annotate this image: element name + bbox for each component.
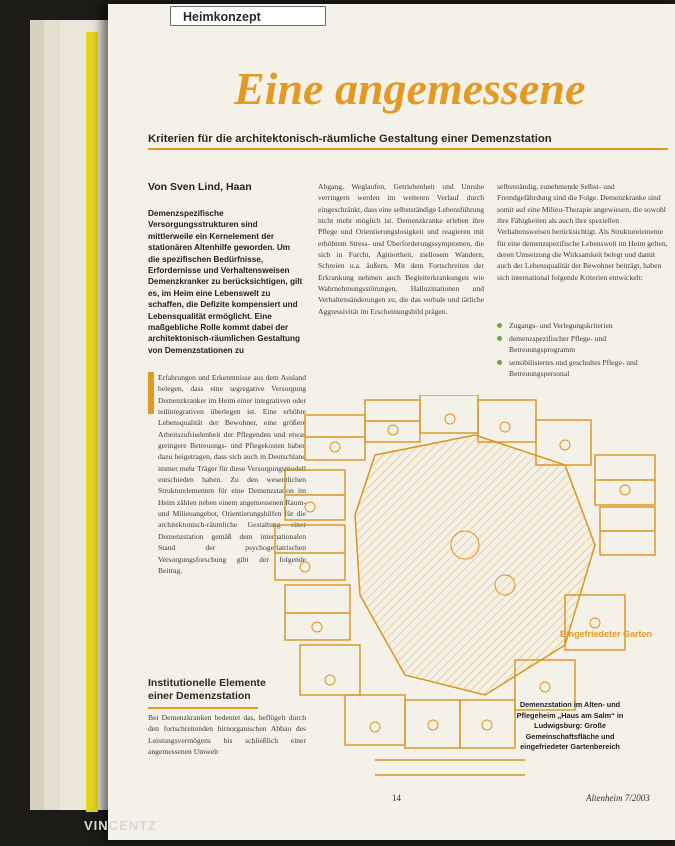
- subheadline-underline: [148, 148, 668, 150]
- body-column-3: selbstständig, zunehmende Selbst- und Fremdgefährdung sind die Folge. Demenzkranke sind somit auf eine Milieu-Therapie angewiesen, die sowohl ihre Fähigkeiten als auch ihre speziellen Verhaltensweisen berücksichtigt. Als Strukturelemente für eine demenzspezifische Lebenswelt im Heim gelten, deren Umsetzung die Wirksamkeit belegt und damit auch der Lebensqualität der Bewohner beiträgt, haben sich international folgende Kriterien entwickelt:: [497, 182, 668, 282]
- section-heading-underline: [148, 707, 258, 709]
- list-item-text: Zugangs- und Verlegungskriterien: [509, 321, 613, 330]
- section-text: Bei Demenzkranken bedeutet das, beflügelt durch den fortschreitenden hirnorganischen Abbau des Leistungsvermögens bis schließlich einer angemessenen Umwelt: [148, 713, 306, 757]
- bullet-icon: [497, 336, 502, 341]
- subheadline: Kriterien für die architektonisch-räumliche Gestaltung einer Demenzstation: [148, 133, 552, 145]
- room: [405, 700, 460, 748]
- garden-label: Eingefriedeter Garten: [560, 629, 653, 639]
- magazine-issue: Altenheim 7/2003: [586, 793, 650, 803]
- body-column-1: Erfahrungen und Erkenntnisse aus dem Ausland belegen, dass eine segregative Versorgung Demenzkranker im Heim einer integrativen oder teilintegrativen überlegen ist. Eine erhöhte Lebensqualität der Bewohner, eine größere Arbeitszufriedenheit der Pflegenden und etwas geringere Betreuungs- und Pflegekosten haben dazu beigetragen, dass sich auch in Deutschland immer mehr Träger für diese Versorgungsmodell entschieden haben. Zu den wesentlichen Strukturelementen für eine Demenzstation im Heim zählen neben einem angemessenen Raum- und Milieuangebot, Orientierungshilfen für die architektonisch-räumliche Gestaltung einer Demenzstation gemäß dem internationalen Stand der psychogeriatrischen Versorgungsforschung gibt der folgende Beitrag.: [158, 373, 306, 575]
- list-item: [497, 357, 669, 379]
- list-item-text: sensibilisiertes und geschultes Pflege- und Betreuungspersonal: [509, 358, 638, 378]
- room: [478, 400, 536, 442]
- section-heading: Institutionelle Elemente einer Demenzstation: [148, 677, 266, 702]
- criteria-list: [497, 320, 669, 381]
- binder-strip: [86, 32, 98, 812]
- room: [300, 645, 360, 695]
- figure-caption: Demenzstation im Alten- und Pflegeheim „Haus am Salm“ in Ludwigsburg: Große Gemeinschaftsfläche und eingefriedeter Gartenbereich: [516, 700, 624, 751]
- list-item: [497, 320, 669, 331]
- headline: Eine angemessene: [234, 63, 586, 114]
- binder-label: VINCENTZ: [84, 818, 157, 833]
- bullet-icon: [497, 360, 502, 365]
- list-item: [497, 333, 669, 355]
- body-column-2: Abgang, Weglaufen, Getriebenheit und Unruhe verringern werden im weiteren Verlauf durch eingeschränkt, dass eine selbstständige Lebensführung nicht mehr möglich ist. Demenzkranke erleben ihre Pflege und Orientierungslosigkeit und reagieren mit erhöhtem Stress- und Überforderungssymptomen, die sich in Furcht, Agitiertheit, ziellosem Wandern, Schreien u.a. äußern. Mit dem Fortschreiten der Erkrankung nehmen auch Begleiterkrankungen wie Wahrnehmungsstörungen, Halluzinationen und Verhaltensänderungen zu, die das verbale und tätliche Aggressivität im Erscheinungsbild prägen.: [318, 182, 484, 316]
- bullet-icon: [497, 323, 502, 328]
- room: [460, 700, 515, 748]
- byline: Von Sven Lind, Haan: [148, 181, 252, 193]
- page-number: 14: [392, 793, 401, 803]
- room: [345, 695, 405, 745]
- common-area: [355, 435, 595, 695]
- section-tab: Heimkonzept: [170, 6, 326, 26]
- list-item-text: demenzspezifischer Pflege- und Betreuungsprogramm: [509, 334, 606, 354]
- lead-paragraph: Demenzspezifische Versorgungsstrukturen sind mittlerweile ein Kernelement der stationären Altenhilfe geworden. Um die spezifischen Bedürfnisse, Erfordernisse und Verhaltensweisen Demenzkranker zu berücksichtigen, gilt es, im Heim eine Lebenswelt zu schaffen, die Defizite kompensiert und Lebensqualität ermöglicht. Eine maßgebliche Rolle kommt dabei der architektonisch-räumlichen Gestaltung von Demenzstationen zu: [148, 209, 303, 355]
